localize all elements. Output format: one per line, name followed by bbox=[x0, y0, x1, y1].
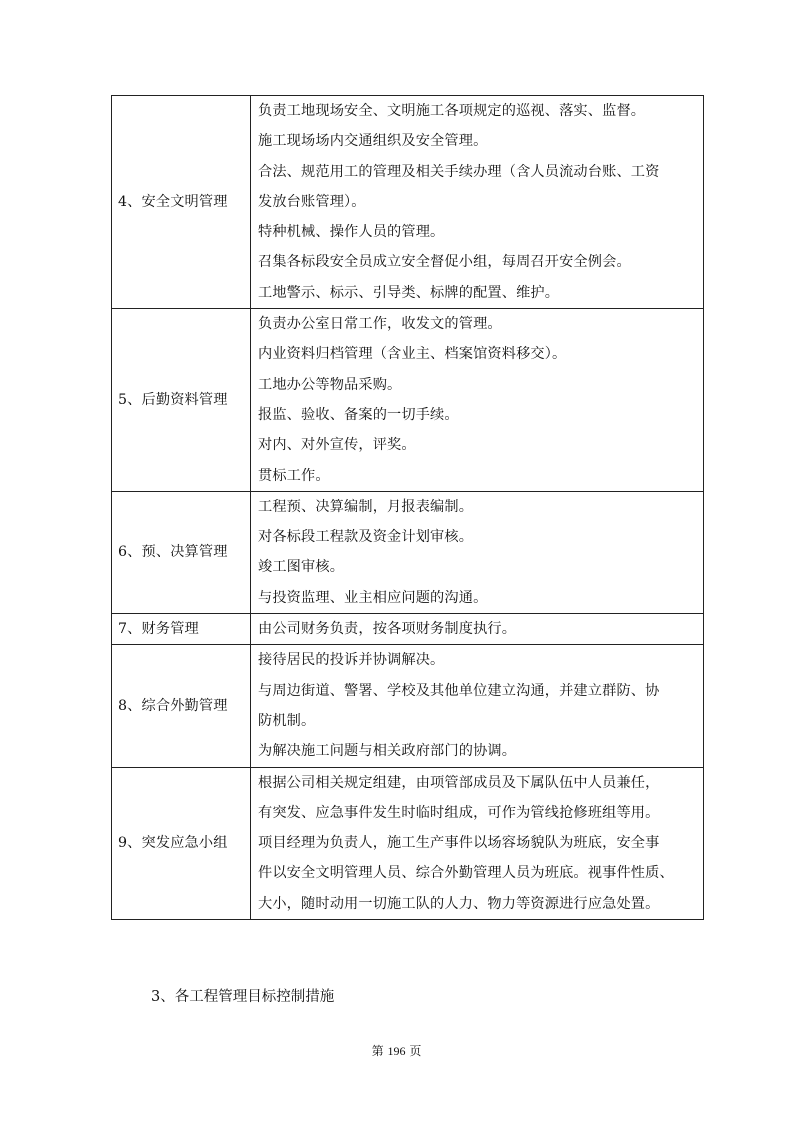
description-line: 工地警示、标示、引导类、标牌的配置、维护。 bbox=[258, 284, 560, 301]
category-cell bbox=[112, 96, 251, 309]
description-line: 贯标工作。 bbox=[258, 467, 330, 484]
description-cell bbox=[251, 96, 704, 309]
section-heading: 3、各工程管理目标控制措施 bbox=[151, 989, 335, 1005]
description-line: 防机制。 bbox=[258, 712, 316, 729]
table-row bbox=[112, 491, 704, 613]
description-cell bbox=[251, 614, 704, 645]
table-row bbox=[112, 96, 704, 309]
description-line: 接待居民的投诉并协调解决。 bbox=[258, 652, 445, 669]
category-cell bbox=[112, 767, 251, 919]
description-line: 件以安全文明管理人员、综合外勤管理人员为班底。视事件性质、 bbox=[258, 865, 674, 882]
category-label: 5、后勤资料管理 bbox=[118, 391, 228, 408]
category-label: 4、安全文明管理 bbox=[118, 193, 228, 210]
category-label: 6、预、决算管理 bbox=[118, 544, 228, 561]
description-line: 召集各标段安全员成立安全督促小组，每周召开安全例会。 bbox=[258, 254, 631, 271]
description-line: 负责办公室日常工作，收发文的管理。 bbox=[258, 316, 502, 333]
description-cell bbox=[251, 645, 704, 767]
category-cell bbox=[112, 491, 251, 613]
description-line: 特种机械、操作人员的管理。 bbox=[258, 224, 445, 241]
table-row bbox=[112, 767, 704, 919]
description-line: 为解决施工问题与相关政府部门的协调。 bbox=[258, 743, 517, 760]
page-suffix: 页 bbox=[409, 1044, 422, 1058]
description-line: 合法、规范用工的管理及相关手续办理（含人员流动台账、工资 bbox=[258, 163, 660, 180]
description-line: 由公司财务负责，按各项财务制度执行。 bbox=[258, 621, 517, 638]
description-line: 发放台账管理）。 bbox=[258, 193, 366, 210]
description-line: 施工现场场内交通组织及安全管理。 bbox=[258, 133, 488, 150]
responsibility-table bbox=[111, 95, 704, 920]
description-line: 有突发、应急事件发生时临时组成，可作为管线抢修班组等用。 bbox=[258, 804, 660, 821]
description-line: 负责工地现场安全、文明施工各项规定的巡视、落实、监督。 bbox=[258, 103, 646, 119]
table-row bbox=[112, 645, 704, 767]
description-cell bbox=[251, 767, 704, 919]
page-prefix: 第 bbox=[371, 1044, 384, 1058]
table-row bbox=[112, 309, 704, 492]
description-line: 报监、验收、备案的一切手续。 bbox=[258, 406, 459, 423]
page-number: 196 bbox=[387, 1044, 406, 1058]
description-cell bbox=[251, 309, 704, 492]
description-line: 对各标段工程款及资金计划审核。 bbox=[258, 529, 474, 546]
category-label: 8、综合外勤管理 bbox=[118, 697, 228, 714]
description-line: 项目经理为负责人，施工生产事件以场容场貌队为班底，安全事 bbox=[258, 835, 660, 852]
description-cell bbox=[251, 491, 704, 613]
description-line: 工程预、决算编制，月报表编制。 bbox=[258, 498, 474, 515]
category-label: 7、财务管理 bbox=[118, 621, 199, 638]
category-cell bbox=[112, 309, 251, 492]
category-cell bbox=[112, 645, 251, 767]
description-line: 对内、对外宣传，评奖。 bbox=[258, 437, 416, 454]
description-line: 内业资料归档管理（含业主、档案馆资料移交）。 bbox=[258, 346, 567, 363]
category-cell bbox=[112, 614, 251, 645]
description-line: 大小，随时动用一切施工队的人力、物力等资源进行应急处置。 bbox=[258, 895, 660, 912]
description-line: 竣工图审核。 bbox=[258, 559, 345, 576]
description-line: 根据公司相关规定组建，由项管部成员及下属队伍中人员兼任， bbox=[258, 774, 660, 791]
description-line: 与投资监理、业主相应问题的沟通。 bbox=[258, 589, 488, 606]
description-line: 与周边街道、警署、学校及其他单位建立沟通，并建立群防、协 bbox=[258, 682, 660, 699]
description-line: 工地办公等物品采购。 bbox=[258, 376, 402, 393]
category-label: 9、突发应急小组 bbox=[118, 835, 228, 852]
page-footer bbox=[0, 1043, 793, 1059]
table-row bbox=[112, 614, 704, 645]
